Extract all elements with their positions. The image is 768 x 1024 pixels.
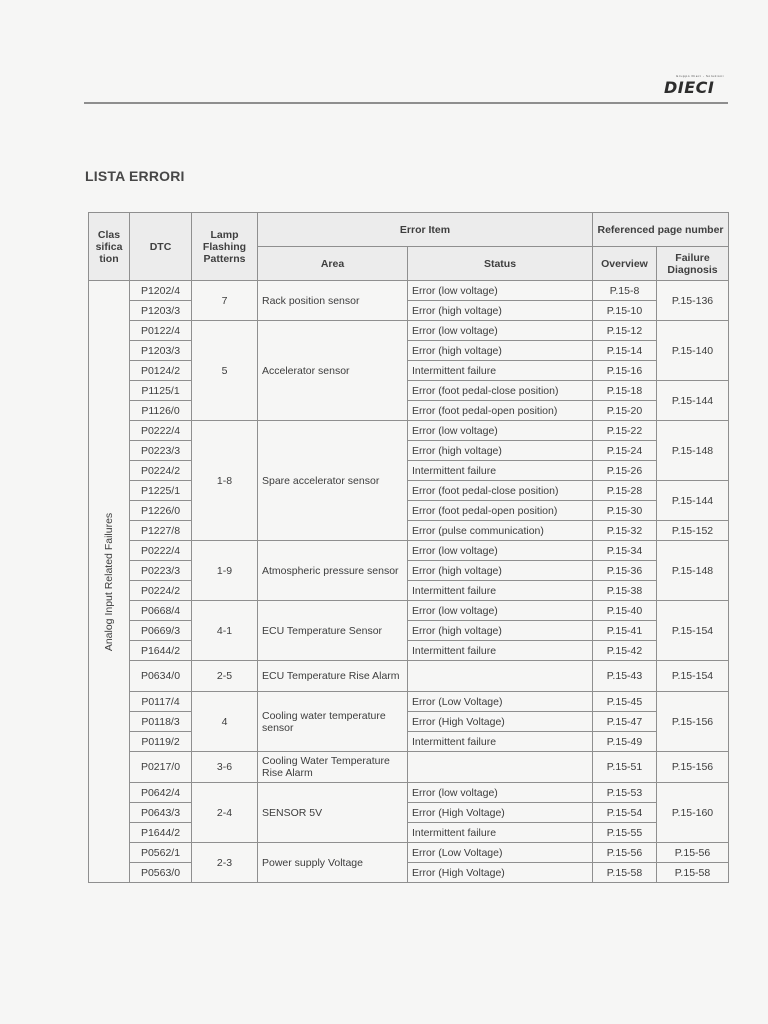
overview-page-cell: P.15-58 [593, 863, 657, 883]
status-cell: Error (low voltage) [408, 321, 593, 341]
area-cell: Cooling water temperature sensor [258, 692, 408, 752]
status-cell: Error (Low Voltage) [408, 692, 593, 712]
dtc-cell: P0668/4 [130, 601, 192, 621]
status-cell: Intermittent failure [408, 641, 593, 661]
status-cell: Error (foot pedal-close position) [408, 381, 593, 401]
dtc-cell: P0224/2 [130, 581, 192, 601]
status-cell: Error (pulse communication) [408, 521, 593, 541]
table-row [89, 712, 729, 732]
error-list-table [88, 212, 729, 883]
area-cell: Power supply Voltage [258, 843, 408, 883]
table-row [89, 752, 729, 783]
dtc-cell: P0643/3 [130, 803, 192, 823]
dtc-cell: P0124/2 [130, 361, 192, 381]
lamp-pattern-cell: 2-3 [192, 843, 258, 883]
dtc-cell: P1644/2 [130, 823, 192, 843]
header-dtc: DTC [130, 213, 192, 281]
dtc-cell: P0122/4 [130, 321, 192, 341]
dtc-cell: P0217/0 [130, 752, 192, 783]
overview-page-cell: P.15-16 [593, 361, 657, 381]
table-row [89, 501, 729, 521]
overview-page-cell: P.15-18 [593, 381, 657, 401]
overview-page-cell: P.15-54 [593, 803, 657, 823]
failure-diagnosis-cell: P.15-156 [657, 752, 729, 783]
dtc-cell: P0223/3 [130, 561, 192, 581]
dtc-cell: P0223/3 [130, 441, 192, 461]
classification-cell [89, 281, 130, 883]
table-row [89, 541, 729, 561]
overview-page-cell: P.15-42 [593, 641, 657, 661]
overview-page-cell: P.15-28 [593, 481, 657, 501]
table-row [89, 361, 729, 381]
overview-page-cell: P.15-34 [593, 541, 657, 561]
overview-page-cell: P.15-26 [593, 461, 657, 481]
table-header [89, 213, 729, 281]
overview-page-cell: P.15-32 [593, 521, 657, 541]
overview-page-cell: P.15-20 [593, 401, 657, 421]
lamp-pattern-cell: 5 [192, 321, 258, 421]
status-cell: Error (low voltage) [408, 783, 593, 803]
overview-page-cell: P.15-10 [593, 301, 657, 321]
table-row [89, 341, 729, 361]
dtc-cell: P1226/0 [130, 501, 192, 521]
status-cell: Error (high voltage) [408, 341, 593, 361]
status-cell: Error (foot pedal-open position) [408, 401, 593, 421]
failure-diagnosis-cell: P.15-56 [657, 843, 729, 863]
dtc-cell: P0634/0 [130, 661, 192, 692]
lamp-pattern-cell: 1-9 [192, 541, 258, 601]
header-overview: Overview [593, 247, 657, 281]
table-row [89, 481, 729, 501]
failure-diagnosis-cell: P.15-140 [657, 321, 729, 381]
overview-page-cell: P.15-47 [593, 712, 657, 732]
table-row [89, 621, 729, 641]
status-cell: Error (foot pedal-close position) [408, 481, 593, 501]
failure-diagnosis-cell: P.15-58 [657, 863, 729, 883]
lamp-pattern-cell: 7 [192, 281, 258, 321]
failure-diagnosis-cell: P.15-144 [657, 381, 729, 421]
dtc-cell: P0562/1 [130, 843, 192, 863]
dtc-cell: P0222/4 [130, 541, 192, 561]
dtc-cell: P1644/2 [130, 641, 192, 661]
table-row [89, 401, 729, 421]
area-cell: SENSOR 5V [258, 783, 408, 843]
lamp-pattern-cell: 2-4 [192, 783, 258, 843]
table-row [89, 601, 729, 621]
logo-text: DIECI [664, 78, 715, 97]
failure-diagnosis-cell: P.15-154 [657, 601, 729, 661]
status-cell: Intermittent failure [408, 461, 593, 481]
overview-page-cell: P.15-8 [593, 281, 657, 301]
failure-diagnosis-cell: P.15-154 [657, 661, 729, 692]
lamp-pattern-cell: 3-6 [192, 752, 258, 783]
overview-page-cell: P.15-36 [593, 561, 657, 581]
header-lamp-patterns: Lamp Flashing Patterns [192, 213, 258, 281]
table-row [89, 521, 729, 541]
dtc-cell: P0642/4 [130, 783, 192, 803]
table-row [89, 561, 729, 581]
status-cell: Intermittent failure [408, 732, 593, 752]
dtc-cell: P1227/8 [130, 521, 192, 541]
failure-diagnosis-cell: P.15-160 [657, 783, 729, 843]
dtc-cell: P0669/3 [130, 621, 192, 641]
status-cell: Intermittent failure [408, 581, 593, 601]
table-row [89, 441, 729, 461]
table-row [89, 641, 729, 661]
area-cell: ECU Temperature Sensor [258, 601, 408, 661]
status-cell [408, 661, 593, 692]
status-cell: Error (low voltage) [408, 601, 593, 621]
status-cell: Error (low voltage) [408, 281, 593, 301]
header-area: Area [258, 247, 408, 281]
area-cell: ECU Temperature Rise Alarm [258, 661, 408, 692]
overview-page-cell: P.15-51 [593, 752, 657, 783]
lamp-pattern-cell: 4-1 [192, 601, 258, 661]
overview-page-cell: P.15-38 [593, 581, 657, 601]
overview-page-cell: P.15-14 [593, 341, 657, 361]
failure-diagnosis-cell: P.15-148 [657, 421, 729, 481]
status-cell: Intermittent failure [408, 823, 593, 843]
failure-diagnosis-cell: P.15-148 [657, 541, 729, 601]
overview-page-cell: P.15-45 [593, 692, 657, 712]
lamp-pattern-cell: 1-8 [192, 421, 258, 541]
failure-diagnosis-cell: P.15-156 [657, 692, 729, 752]
area-cell: Rack position sensor [258, 281, 408, 321]
status-cell: Intermittent failure [408, 361, 593, 381]
status-cell: Error (High Voltage) [408, 803, 593, 823]
table-row [89, 863, 729, 883]
overview-page-cell: P.15-49 [593, 732, 657, 752]
header-classification: Clas sifica tion [89, 213, 130, 281]
area-cell: Accelerator sensor [258, 321, 408, 421]
table-row [89, 381, 729, 401]
table-row [89, 321, 729, 341]
overview-page-cell: P.15-55 [593, 823, 657, 843]
area-cell: Spare accelerator sensor [258, 421, 408, 541]
area-cell: Cooling Water Temperature Rise Alarm [258, 752, 408, 783]
dtc-cell: P1126/0 [130, 401, 192, 421]
overview-page-cell: P.15-12 [593, 321, 657, 341]
dtc-cell: P0224/2 [130, 461, 192, 481]
table-row [89, 843, 729, 863]
dieci-logo [664, 74, 724, 97]
overview-page-cell: P.15-43 [593, 661, 657, 692]
table-row [89, 581, 729, 601]
header-error-item: Error Item [258, 213, 593, 247]
page-title: LISTA ERRORI [85, 168, 185, 184]
logo-tagline: Gruppo Dieci - Soluzioni [676, 74, 724, 78]
table-row [89, 301, 729, 321]
status-cell [408, 752, 593, 783]
table-row [89, 661, 729, 692]
status-cell: Error (foot pedal-open position) [408, 501, 593, 521]
status-cell: Error (high voltage) [408, 561, 593, 581]
overview-page-cell: P.15-24 [593, 441, 657, 461]
header-status: Status [408, 247, 593, 281]
status-cell: Error (High Voltage) [408, 712, 593, 732]
table-row [89, 692, 729, 712]
status-cell: Error (high voltage) [408, 301, 593, 321]
table-row [89, 421, 729, 441]
classification-label: Analog Input Related Failures [103, 512, 115, 651]
overview-page-cell: P.15-41 [593, 621, 657, 641]
table-row [89, 783, 729, 803]
dtc-cell: P0118/3 [130, 712, 192, 732]
header-failure-diagnosis: Failure Diagnosis [657, 247, 729, 281]
table-row [89, 732, 729, 752]
overview-page-cell: P.15-30 [593, 501, 657, 521]
table-body [89, 281, 729, 883]
status-cell: Error (Low Voltage) [408, 843, 593, 863]
status-cell: Error (low voltage) [408, 541, 593, 561]
table-row [89, 281, 729, 301]
header-referenced-page: Referenced page number [593, 213, 729, 247]
overview-page-cell: P.15-40 [593, 601, 657, 621]
dtc-cell: P0119/2 [130, 732, 192, 752]
status-cell: Error (high voltage) [408, 621, 593, 641]
dtc-cell: P1202/4 [130, 281, 192, 301]
status-cell: Error (low voltage) [408, 421, 593, 441]
table-row [89, 803, 729, 823]
dtc-cell: P1225/1 [130, 481, 192, 501]
status-cell: Error (high voltage) [408, 441, 593, 461]
header-rule [84, 102, 728, 104]
failure-diagnosis-cell: P.15-136 [657, 281, 729, 321]
dtc-cell: P0563/0 [130, 863, 192, 883]
table-row [89, 823, 729, 843]
table-row [89, 461, 729, 481]
dtc-cell: P0117/4 [130, 692, 192, 712]
overview-page-cell: P.15-22 [593, 421, 657, 441]
status-cell: Error (High Voltage) [408, 863, 593, 883]
overview-page-cell: P.15-53 [593, 783, 657, 803]
dtc-cell: P0222/4 [130, 421, 192, 441]
area-cell: Atmospheric pressure sensor [258, 541, 408, 601]
lamp-pattern-cell: 2-5 [192, 661, 258, 692]
dtc-cell: P1203/3 [130, 301, 192, 321]
overview-page-cell: P.15-56 [593, 843, 657, 863]
failure-diagnosis-cell: P.15-152 [657, 521, 729, 541]
dtc-cell: P1125/1 [130, 381, 192, 401]
lamp-pattern-cell: 4 [192, 692, 258, 752]
failure-diagnosis-cell: P.15-144 [657, 481, 729, 521]
dtc-cell: P1203/3 [130, 341, 192, 361]
